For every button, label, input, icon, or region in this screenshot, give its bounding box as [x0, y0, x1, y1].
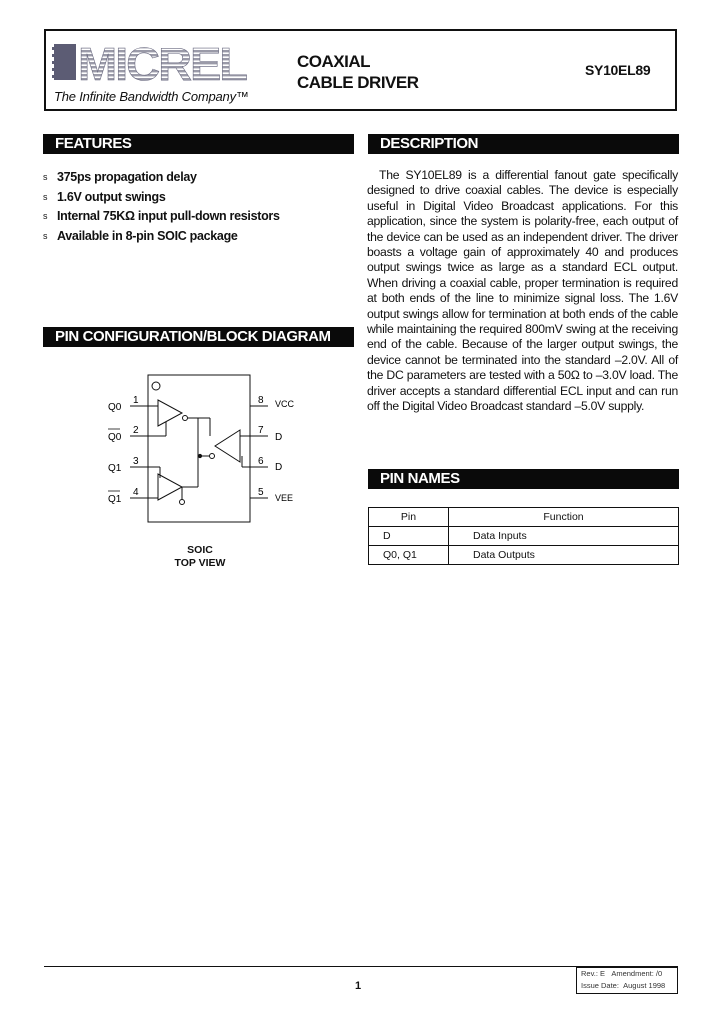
issue-date: August 1998	[623, 981, 666, 990]
bullet-glyph: s	[43, 191, 48, 202]
pin-number: 5	[258, 487, 264, 498]
pin-q0-label: Q0	[108, 402, 122, 413]
output-buffer-q1	[148, 467, 198, 505]
table-row	[369, 527, 679, 546]
bullet-glyph: s	[43, 211, 48, 221]
page-number: 1	[355, 980, 362, 992]
feature-text: Internal 75KΩ input pull-down resistors	[57, 209, 280, 223]
logo-wordmark: MICREL	[78, 38, 247, 86]
pin-number: 8	[258, 395, 264, 406]
pin-vcc-label: VCC	[275, 399, 295, 409]
pin-d-label: D	[275, 432, 283, 443]
title-line-2: CABLE DRIVER	[297, 73, 419, 92]
pin-number: 6	[258, 456, 264, 467]
amendment-label: Amendment: /0	[611, 969, 663, 978]
pin-number: 2	[133, 425, 139, 436]
caption-line-2: TOP VIEW	[174, 557, 226, 569]
description-paragraph: The SY10EL89 is a differential fanout gate specifically designed to drive coaxial cables. The device is especially useful in Digital Video Broadcast applications. For this application, since the system is polarity-free, each output of the device can be used as an independent driver. The driver boasts a voltage gain of approximately 40 and produces output swings twice as large as a standard ECL output. When driving a coaxial cable, proper termination is required at both ends of the line to minimize signal loss. The 1.6V output swings allow for termination at both ends of the cable while maintaining the required 800mV swing at the receiving end of the cable. Because of the larger output swings, the device cannot be terminated into the standard –2.0V. All of the DC parameters are tested with a 50Ω to –3.0V load. The driver accepts a standard differential ECL input and can run off the Digital Video Broadcast standard –5.0V supply.	[367, 168, 678, 414]
title-line-1: COAXIAL	[297, 52, 370, 71]
revision-box	[576, 967, 678, 994]
pin-cell: D	[369, 527, 449, 546]
column-header-function: Function	[449, 508, 679, 527]
package-outline	[148, 375, 250, 522]
feature-item	[43, 227, 353, 247]
bullet-glyph: s	[43, 172, 48, 182]
diagram-caption	[150, 544, 250, 570]
part-number: SY10EL89	[585, 62, 651, 78]
pin-d-bar-label: D	[275, 462, 283, 473]
feature-item	[43, 207, 353, 227]
pin-vee-label: VEE	[275, 493, 294, 503]
pin-q1-label: Q1	[108, 463, 122, 474]
function-cell: Data Outputs	[449, 546, 679, 565]
output-buffer-q0	[148, 400, 198, 436]
description-body	[367, 168, 678, 415]
description-heading: DESCRIPTION	[368, 134, 679, 154]
table-row	[369, 546, 679, 565]
table-header-row	[369, 508, 679, 527]
features-list	[43, 168, 353, 246]
pin-q1-bar-label: Q1	[108, 494, 122, 505]
pin-number: 1	[133, 395, 139, 406]
feature-text: Available in 8-pin SOIC package	[57, 228, 238, 243]
document-title	[297, 51, 419, 93]
micrel-logo	[52, 38, 248, 86]
caption-line-1: SOIC	[187, 544, 213, 556]
soic-block-diagram	[100, 370, 310, 530]
pin-config-heading: PIN CONFIGURATION/BLOCK DIAGRAM	[43, 327, 354, 347]
pin-names-table	[368, 507, 679, 565]
pin-cell: Q0, Q1	[369, 546, 449, 565]
feature-item	[43, 168, 353, 188]
feature-text: 375ps propagation delay	[57, 170, 197, 184]
function-cell: Data Inputs	[449, 527, 679, 546]
features-heading: FEATURES	[43, 134, 354, 154]
feature-item	[43, 188, 353, 208]
feature-text: 1.6V output swings	[57, 189, 166, 204]
pin-number: 3	[133, 456, 139, 467]
pin-number: 7	[258, 425, 264, 436]
pin-names-heading: PIN NAMES	[368, 469, 679, 489]
issue-row	[577, 980, 677, 992]
issue-label: Issue Date:	[581, 981, 619, 990]
pin-q0-bar-label: Q0	[108, 432, 122, 443]
rev-label: Rev.: E	[581, 969, 606, 978]
bullet-glyph: s	[43, 230, 48, 241]
pin1-marker-icon	[152, 382, 160, 390]
tagline: The Infinite Bandwidth Company™	[54, 89, 249, 104]
input-buffer	[198, 430, 250, 467]
column-header-pin: Pin	[369, 508, 449, 527]
revision-row	[577, 968, 677, 980]
pin-number: 4	[133, 487, 139, 498]
